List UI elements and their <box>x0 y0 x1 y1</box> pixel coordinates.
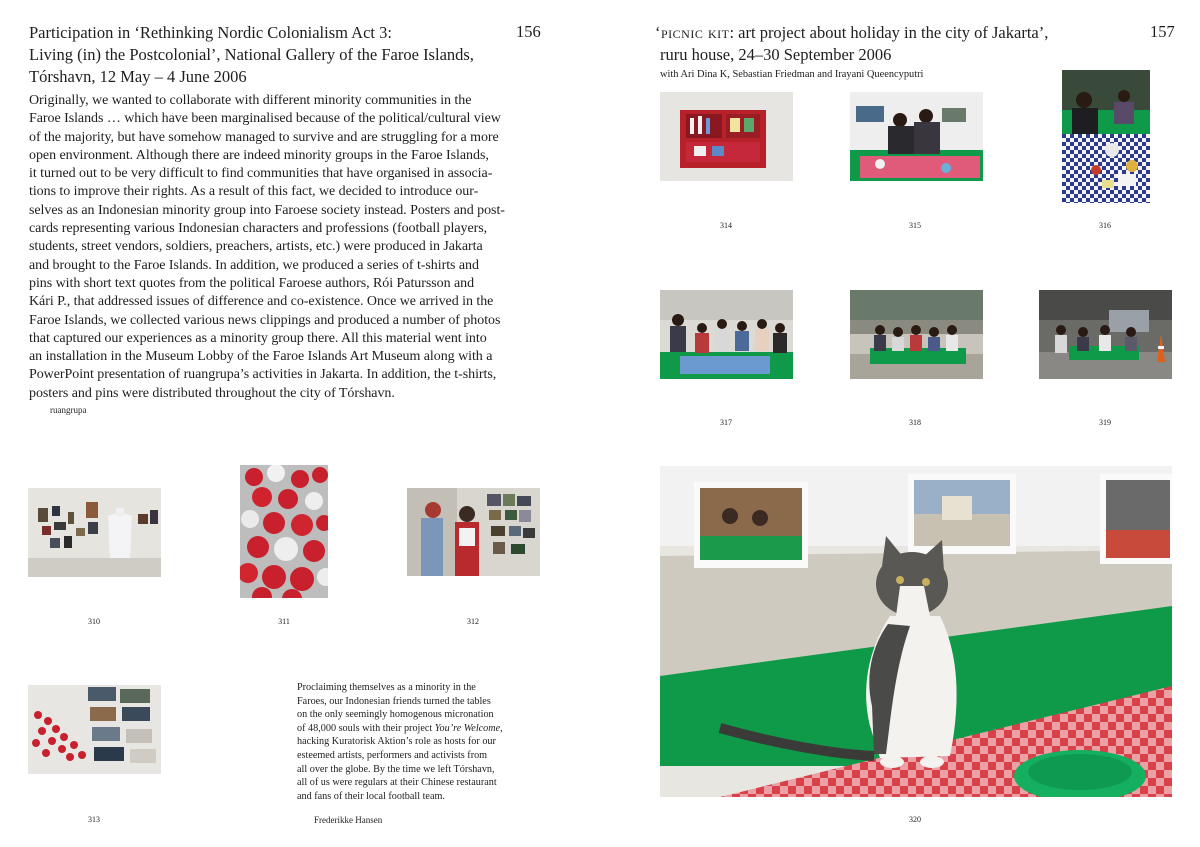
photo-318-outdoor-group <box>850 290 983 379</box>
caption-314: 314 <box>720 221 732 230</box>
right-title-rest: : art project about holiday in the city of Jakarta’, <box>729 23 1049 42</box>
body-line: selves as an Indonesian minority group into Faroese society instead. Posters and post- <box>29 202 505 218</box>
quote-line: on the only seemingly homogenous micronation <box>297 709 494 721</box>
caption-320: 320 <box>909 815 921 824</box>
right-title-smallcaps: ‘picnic kit <box>655 23 730 42</box>
body-line: and brought to the Faroe Islands. In addition, we produced a series of t-shirts and <box>29 257 479 273</box>
right-title-line-2: ruru house, 24–30 September 2006 <box>660 45 892 64</box>
photo-315-picnic-couple <box>850 92 983 181</box>
body-line: it turned out to be very difficult to find communities that have organised in associa- <box>29 166 493 182</box>
photo-312-visitors <box>407 488 540 576</box>
photo-313-table-pins <box>28 685 161 774</box>
body-line: Originally, we wanted to collaborate with different minority communities in the <box>29 93 472 108</box>
signature-ruangrupa: ruangrupa <box>50 405 87 415</box>
left-page-title <box>29 22 499 88</box>
body-line: that captured our experiences as a minority group there. All this material went into <box>29 330 487 346</box>
caption-310: 310 <box>88 617 100 626</box>
quote-project-title: You’re Welcome <box>434 722 501 734</box>
caption-319: 319 <box>1099 418 1111 427</box>
left-title-line: Tórshavn, 12 May – 4 June 2006 <box>29 67 247 86</box>
quote-author: Frederikke Hansen <box>314 815 383 825</box>
right-page-number: 157 <box>1150 22 1175 41</box>
left-body-text <box>29 92 544 403</box>
photo-320-cat-picnic <box>660 466 1172 797</box>
quote-line: all of us were regulars at their Chinese restaurant <box>297 777 497 789</box>
body-line: Kári P., that addressed issues of difference and co-existence. Once we arrived in the <box>29 294 494 310</box>
left-title-line: Participation in ‘Rethinking Nordic Colonialism Act 3: <box>29 23 392 42</box>
body-line: Faroe Islands … which have been marginalised because of the political/cultural view <box>29 111 501 127</box>
quote-line: hacking Kuratorisk Aktion’s role as hosts for our <box>297 736 496 748</box>
quote-frederikke <box>297 681 542 803</box>
quote-line: Proclaiming themselves as a minority in the <box>297 682 476 693</box>
caption-316: 316 <box>1099 221 1111 230</box>
body-line: PowerPoint presentation of ruangrupa’s activities in Jakarta. In addition, the t-shirts, <box>29 367 497 383</box>
quote-line: of 48,000 souls with their project <box>297 722 435 734</box>
body-line: tions to improve their rights. As a result of this fact, we decided to introduce our- <box>29 184 479 200</box>
caption-315: 315 <box>909 221 921 230</box>
left-title-line: Living (in) the Postcolonial’, National Gallery of the Faroe Islands, <box>29 45 474 64</box>
caption-312: 312 <box>467 617 479 626</box>
left-page-number: 156 <box>516 22 541 41</box>
photo-314-picnic-box <box>660 92 793 181</box>
body-line: students, street vendors, soldiers, preachers, artists, etc.) were produced in Jakarta <box>29 239 483 255</box>
photo-310-gallery-wall <box>28 488 161 577</box>
body-line: pins with short text quotes from the political Faroese authors, Rói Patursson and <box>29 275 475 291</box>
body-line: cards representing various Indonesian characters and professions (football players, <box>29 221 488 237</box>
quote-line: and fans of their local football team. <box>297 790 445 802</box>
body-line: of the majority, but have somehow managed to survive and are struggling for a more <box>29 129 499 145</box>
caption-313: 313 <box>88 815 100 824</box>
quote-line: all over the globe. By the time we left Tórshavn, <box>297 763 495 775</box>
caption-318: 318 <box>909 418 921 427</box>
body-line: open environment. Although there are indeed minority groups in the Faroe Islands, <box>29 147 489 163</box>
body-line: posters and pins were distributed throughout the city of Tórshavn. <box>29 385 395 401</box>
quote-line-project <box>297 722 542 736</box>
quote-line: Faroes, our Indonesian friends turned the tables <box>297 695 491 707</box>
right-title-line-1 <box>655 22 1135 44</box>
quote-project-comma: , <box>500 722 503 734</box>
right-subtitle: with Ari Dina K, Sebastian Friedman and Irayani Queencyputri <box>660 69 924 80</box>
photo-311-red-pins <box>240 465 328 598</box>
photo-316-picnic-spread <box>1062 70 1150 203</box>
caption-317: 317 <box>720 418 732 427</box>
photo-319-garage-picnic <box>1039 290 1172 379</box>
photo-317-group-picnic <box>660 290 793 379</box>
quote-line: esteemed artists, performers and activists from <box>297 749 488 761</box>
body-line: an installation in the Museum Lobby of the Faroe Islands Art Museum along with a <box>29 349 493 365</box>
caption-311: 311 <box>278 617 290 626</box>
body-line: Faroe Islands, we collected various news clippings and produced a number of photos <box>29 312 501 328</box>
right-page-title <box>655 22 1135 66</box>
